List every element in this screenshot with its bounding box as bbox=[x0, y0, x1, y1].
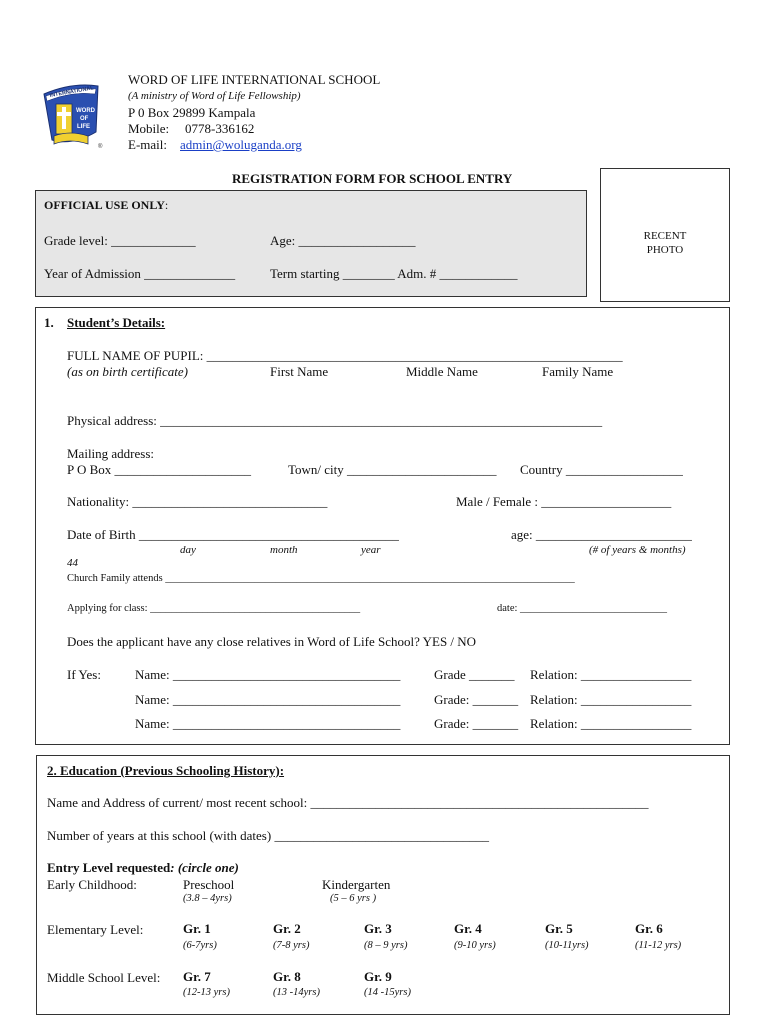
level-gr6-age: (11-12 yrs) bbox=[635, 940, 682, 951]
relative-2-relation[interactable]: Relation: _________________ bbox=[530, 692, 692, 707]
logo-registered-mark: ® bbox=[98, 144, 103, 150]
early-childhood-label: Early Childhood: bbox=[47, 877, 137, 892]
applying-class-field[interactable]: Applying for class: ________________________________________ bbox=[67, 603, 361, 614]
stray-number: 44 bbox=[67, 557, 78, 569]
level-gr8[interactable]: Gr. 8 bbox=[273, 969, 301, 984]
relative-1-grade[interactable]: Grade _______ bbox=[434, 667, 515, 682]
level-gr1-age: (6-7yrs) bbox=[183, 940, 217, 951]
country-field[interactable]: Country __________________ bbox=[520, 462, 683, 477]
level-gr2-age: (7-8 yrs) bbox=[273, 940, 310, 951]
relatives-question: Does the applicant have any close relatives in Word of Life School? YES / NO bbox=[67, 634, 477, 649]
if-yes-label: If Yes: bbox=[67, 667, 101, 682]
ministry-line: (A ministry of Word of Life Fellowship) bbox=[128, 90, 301, 102]
email-label: E-mail: bbox=[128, 137, 167, 152]
mobile-label: Mobile: bbox=[128, 121, 170, 136]
level-gr5[interactable]: Gr. 5 bbox=[545, 921, 573, 936]
logo-life: LIFE bbox=[77, 124, 90, 130]
email-link[interactable]: admin@woluganda.org bbox=[180, 137, 302, 152]
relative-3-name[interactable]: Name: ___________________________________ bbox=[135, 716, 401, 731]
dob-field[interactable]: Date of Birth ________________________________________ bbox=[67, 527, 399, 542]
photo-label-line1: RECENT bbox=[643, 230, 687, 242]
age-format-note: (# of years & months) bbox=[589, 544, 686, 556]
level-gr4[interactable]: Gr. 4 bbox=[454, 921, 482, 936]
relative-2-name[interactable]: Name: ___________________________________ bbox=[135, 692, 401, 707]
student-section-heading: Student’s Details: bbox=[67, 315, 166, 330]
education-heading: 2. Education (Previous Schooling History): bbox=[47, 763, 285, 778]
level-gr2[interactable]: Gr. 2 bbox=[273, 921, 301, 936]
mobile-number: 0778-336162 bbox=[185, 121, 255, 136]
official-use-heading: OFFICIAL USE ONLY: bbox=[44, 198, 169, 212]
form-title: REGISTRATION FORM FOR SCHOOL ENTRY bbox=[232, 171, 513, 186]
level-kindergarten[interactable]: Kindergarten bbox=[322, 877, 391, 892]
relative-3-relation[interactable]: Relation: _________________ bbox=[530, 716, 692, 731]
middle-name-label: Middle Name bbox=[406, 364, 478, 379]
applying-date-field[interactable]: date: ____________________________ bbox=[497, 603, 668, 614]
level-preschool-age: (3.8 – 4yrs) bbox=[183, 893, 232, 904]
entry-level-heading: Entry Level requested: (circle one) bbox=[47, 860, 239, 875]
term-starting-field[interactable]: Term starting ________ Adm. # ____________ bbox=[270, 266, 518, 281]
mailing-address-label: Mailing address: bbox=[67, 446, 155, 461]
middle-school-label: Middle School Level: bbox=[47, 970, 161, 985]
year-admission-field[interactable]: Year of Admission ______________ bbox=[44, 266, 236, 281]
po-box-field[interactable]: P O Box _____________________ bbox=[67, 462, 252, 477]
birth-cert-note: (as on birth certificate) bbox=[67, 364, 188, 379]
student-section-number: 1. bbox=[44, 315, 54, 330]
first-name-label: First Name bbox=[270, 364, 329, 379]
logo-word: WORD bbox=[76, 108, 95, 114]
level-gr4-age: (9-10 yrs) bbox=[454, 940, 496, 951]
level-gr3-age: (8 – 9 yrs) bbox=[364, 940, 408, 951]
grade-level-field[interactable]: Grade level: _____________ bbox=[44, 233, 196, 248]
level-preschool[interactable]: Preschool bbox=[183, 877, 235, 892]
school-logo bbox=[42, 82, 110, 156]
town-city-field[interactable]: Town/ city _______________________ bbox=[288, 462, 497, 477]
level-gr9-age: (14 -15yrs) bbox=[364, 987, 411, 998]
church-family-field[interactable]: Church Family attends ______________________________________________________________________________ bbox=[67, 573, 575, 584]
dob-year-label: year bbox=[361, 544, 381, 556]
full-name-field[interactable]: FULL NAME OF PUPIL: ________________________________________________________________ bbox=[67, 348, 623, 363]
level-gr1[interactable]: Gr. 1 bbox=[183, 921, 211, 936]
nationality-field[interactable]: Nationality: ______________________________ bbox=[67, 494, 328, 509]
relative-1-relation[interactable]: Relation: _________________ bbox=[530, 667, 692, 682]
level-gr6[interactable]: Gr. 6 bbox=[635, 921, 663, 936]
level-gr3[interactable]: Gr. 3 bbox=[364, 921, 392, 936]
school-name: WORD OF LIFE INTERNATIONAL SCHOOL bbox=[128, 72, 381, 87]
level-gr5-age: (10-11yrs) bbox=[545, 940, 589, 951]
level-kindergarten-age: (5 – 6 yrs ) bbox=[330, 893, 377, 904]
relative-2-grade[interactable]: Grade: _______ bbox=[434, 692, 519, 707]
logo-of: OF bbox=[80, 116, 89, 122]
official-age-field[interactable]: Age: __________________ bbox=[270, 233, 416, 248]
relative-3-grade[interactable]: Grade: _______ bbox=[434, 716, 519, 731]
school-address: P 0 Box 29899 Kampala bbox=[128, 105, 256, 120]
relative-1-name[interactable]: Name: ___________________________________ bbox=[135, 667, 401, 682]
photo-label-line2: PHOTO bbox=[646, 244, 684, 256]
level-gr9[interactable]: Gr. 9 bbox=[364, 969, 392, 984]
dob-day-label: day bbox=[180, 544, 196, 556]
family-name-label: Family Name bbox=[542, 364, 614, 379]
dob-month-label: month bbox=[270, 544, 298, 556]
school-name-address-field[interactable]: Name and Address of current/ most recent school: ____________________________________________________ bbox=[47, 795, 649, 810]
level-gr7-age: (12-13 yrs) bbox=[183, 987, 230, 998]
years-at-school-field[interactable]: Number of years at this school (with dates) _________________________________ bbox=[47, 828, 489, 843]
physical-address-field[interactable]: Physical address: ____________________________________________________________________ bbox=[67, 413, 603, 428]
level-gr7[interactable]: Gr. 7 bbox=[183, 969, 211, 984]
elementary-level-label: Elementary Level: bbox=[47, 922, 144, 937]
logo-top-text: INTERNATIONAL bbox=[49, 85, 95, 99]
student-age-field[interactable]: age: ________________________ bbox=[511, 527, 692, 542]
gender-field[interactable]: Male / Female : ____________________ bbox=[456, 494, 672, 509]
level-gr8-age: (13 -14yrs) bbox=[273, 987, 320, 998]
